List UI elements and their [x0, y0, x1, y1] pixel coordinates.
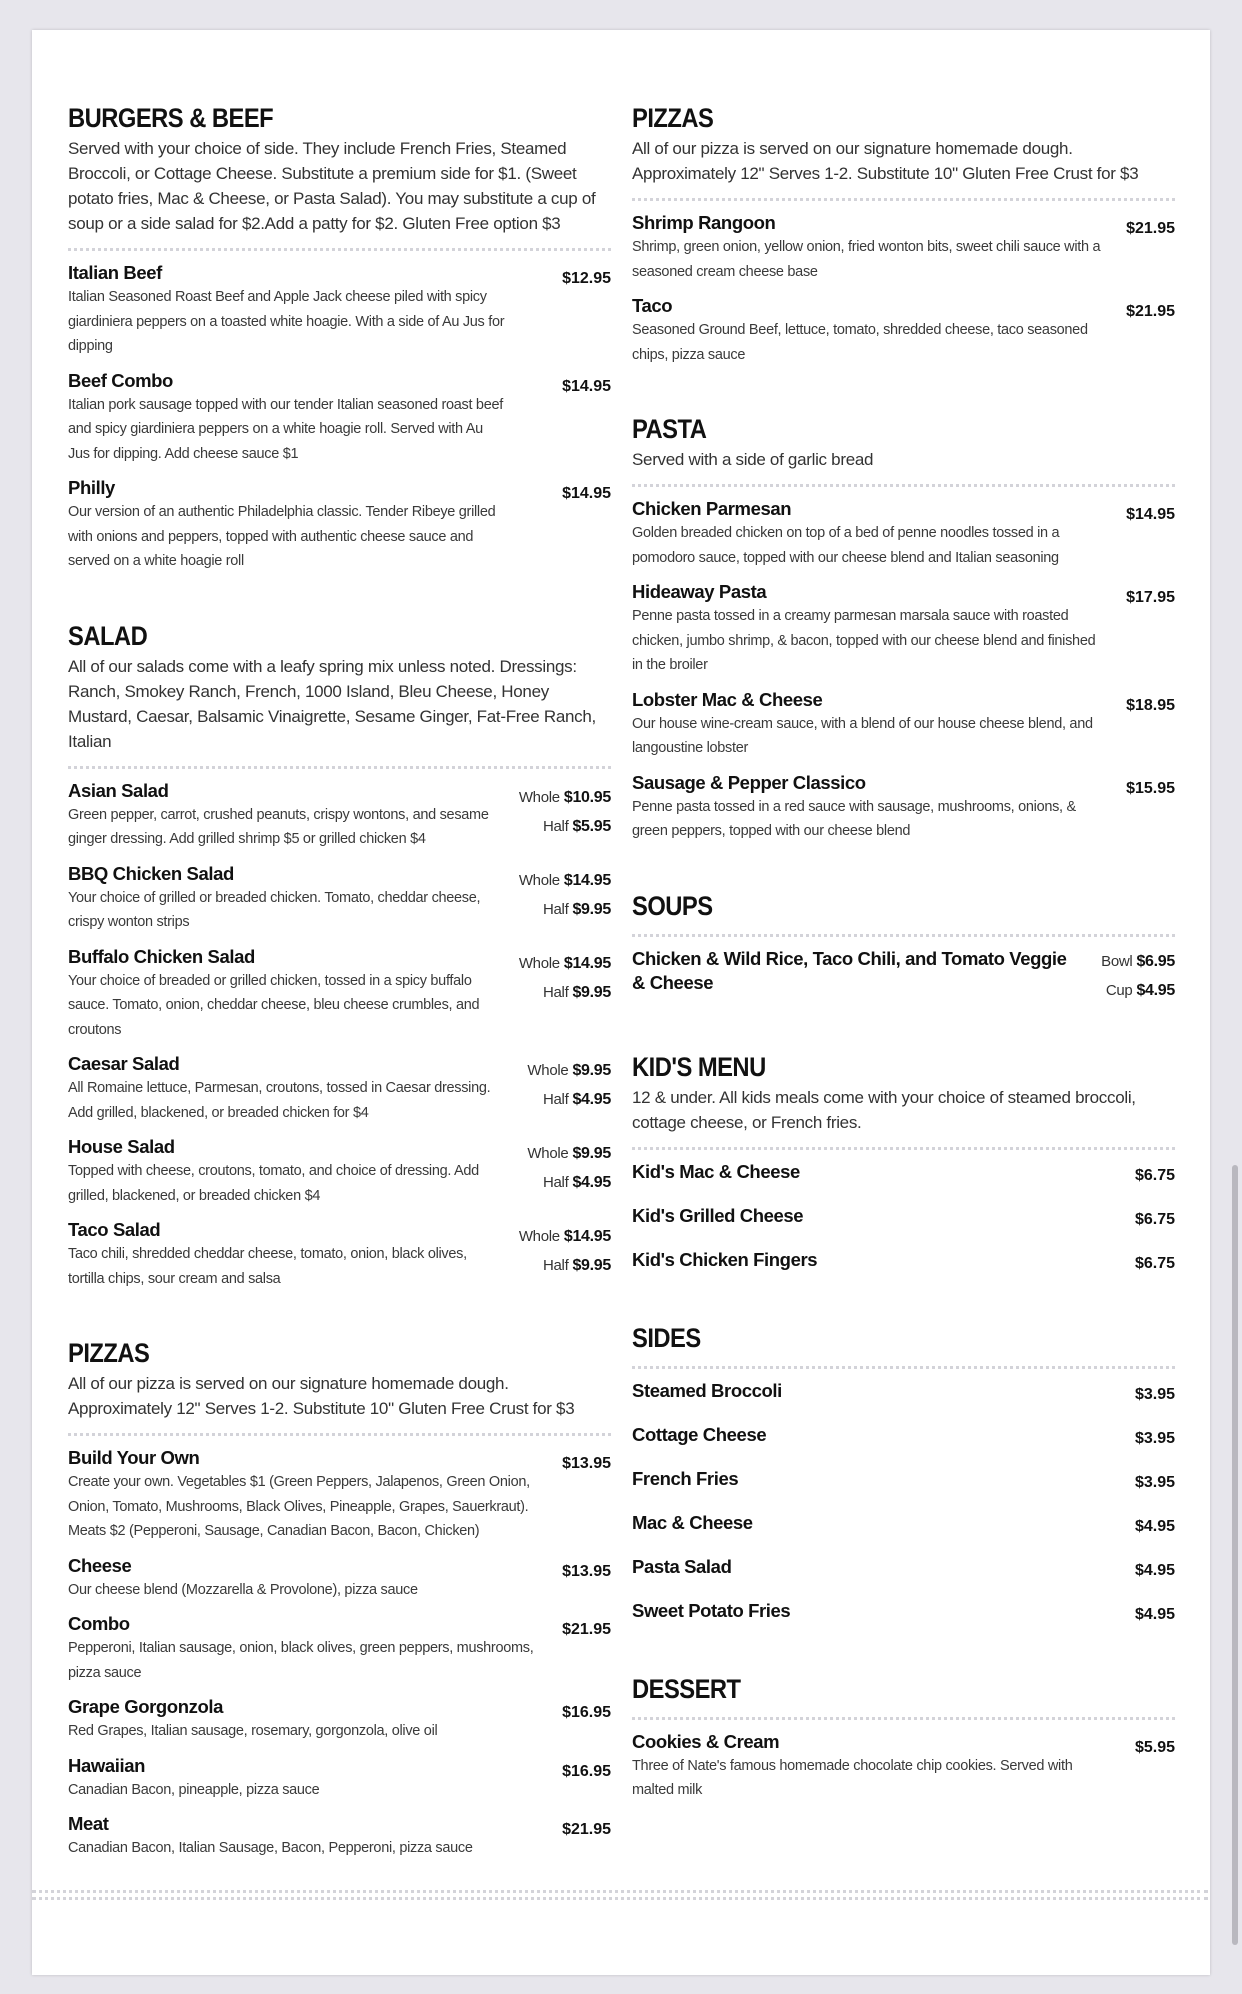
- menu-item: [632, 1423, 1175, 1451]
- menu-item: [68, 1135, 611, 1208]
- item-name: Steamed Broccoli: [632, 1379, 782, 1401]
- half-label: Half: [542, 1091, 569, 1108]
- whole-price: $9.95: [572, 1062, 611, 1079]
- whole-price: $14.95: [563, 954, 611, 972]
- menu-item: [632, 1730, 1175, 1803]
- section-title: SOUPS: [632, 890, 713, 921]
- item-name: Beef Combo: [68, 369, 173, 391]
- item-name: Chicken Parmesan: [632, 498, 792, 519]
- item-description: Canadian Bacon, Italian Sausage, Bacon, Pepperoni, pizza sauce: [68, 1840, 473, 1856]
- item-description: Your choice of breaded or grilled chicken, tossed in a spicy buffalo sauce. Tomato, onion, cheddar cheese, bleu cheese crumbles, and croutons: [68, 972, 480, 1038]
- whole-price: $14.95: [563, 1228, 611, 1245]
- section-pizzas-specialty: [632, 102, 1175, 367]
- whole-price: $9.95: [572, 1145, 611, 1162]
- bowl-label: Bowl: [1101, 952, 1133, 970]
- item-name: Grape Gorgonzola: [68, 1696, 223, 1717]
- section-soups: [632, 890, 1175, 1005]
- right-column: [632, 102, 1175, 1849]
- item-prices: [519, 779, 611, 841]
- menu-page: [32, 30, 1210, 1975]
- item-description: Green pepper, carrot, crushed peanuts, crispy wontons, and sesame ginger dressing. Add grilled shrimp $5 or grilled chicken $4: [68, 806, 489, 847]
- item-description: Create your own. Vegetables $1 (Green Peppers, Jalapenos, Green Onion, Onion, Tomato, Mushrooms, Black Olives, Pineapple, Grapes, Sauerkraut). Meats $2 (Pepperoni, Sausage, Canadian Bacon, Bacon, Chicken): [68, 1474, 530, 1539]
- section-title: SIDES: [632, 1322, 701, 1353]
- item-name: Kid's Grilled Cheese: [632, 1204, 804, 1226]
- section-description: Served with your choice of side. They include French Fries, Steamed Broccoli, or Cottage Cheese. Substitute a premium side for $1. (Sweet potato fries, Mac & Cheese, or Pasta Salad). You may substitute a cup of soup or a side salad for $2.Add a patty for $2. Gluten Free option $3: [68, 139, 596, 233]
- section-description: All of our salads come with a leafy spring mix unless noted. Dressings: Ranch, Smokey Ranch, French, 1000 Island, Bleu Cheese, Honey Mustard, Caesar, Balsamic Vinaigrette, Sesame Ginger, Fat-Free Ranch, Italian: [68, 656, 596, 751]
- item-name: Kid's Chicken Fingers: [632, 1248, 818, 1270]
- item-description: Italian Seasoned Roast Beef and Apple Jack cheese piled with spicy giardiniera peppers on a toasted white hoagie. With a side of Au Jus for dipping: [68, 289, 505, 354]
- item-price: $4.95: [1134, 1561, 1175, 1579]
- menu-item: [632, 947, 1175, 1005]
- section-sides: [632, 1322, 1175, 1627]
- item-price: $21.95: [1126, 220, 1175, 237]
- whole-label: Whole: [527, 1145, 569, 1162]
- dotted-divider: [68, 766, 611, 769]
- item-name: Taco: [632, 295, 673, 316]
- menu-item: [68, 1754, 611, 1803]
- section-kids-menu: [632, 1051, 1175, 1276]
- section-title: DESSERT: [632, 1673, 741, 1704]
- item-name: Cheese: [68, 1554, 132, 1576]
- item-price: $13.95: [562, 1455, 611, 1472]
- menu-item: [632, 294, 1175, 367]
- item-name: Meat: [68, 1813, 109, 1834]
- item-description: Your choice of grilled or breaded chicken. Tomato, cheddar cheese, crispy wonton strips: [68, 889, 481, 930]
- half-label: Half: [542, 900, 569, 918]
- item-price: $6.75: [1134, 1166, 1175, 1184]
- menu-item: [632, 211, 1175, 284]
- half-price: $4.95: [572, 1091, 611, 1108]
- item-price: $21.95: [562, 1821, 611, 1838]
- item-name: Kid's Mac & Cheese: [632, 1160, 800, 1182]
- item-description: Italian pork sausage topped with our tender Italian seasoned roast beef and spicy giardiniera peppers on a white hoagie roll. Served with Au Jus for dipping. Add cheese sauce $1: [68, 396, 503, 462]
- item-name: French Fries: [632, 1467, 739, 1489]
- menu-item: [632, 1160, 1175, 1188]
- menu-item: [68, 779, 611, 852]
- whole-price: $14.95: [563, 871, 611, 889]
- item-description: Three of Nate's famous homemade chocolate chip cookies. Served with malted milk: [632, 1757, 1073, 1798]
- item-price: $5.95: [1134, 1738, 1175, 1756]
- menu-item: [632, 688, 1175, 761]
- item-description: Canadian Bacon, pineapple, pizza sauce: [68, 1781, 320, 1798]
- menu-item: [632, 1248, 1175, 1276]
- menu-item: [632, 497, 1175, 570]
- menu-item: [68, 261, 611, 359]
- half-price: $9.95: [572, 983, 611, 1001]
- menu-item: [68, 369, 611, 467]
- section-description: 12 & under. All kids meals come with your choice of steamed broccoli, cottage cheese, or French fries.: [632, 1087, 1136, 1132]
- item-price: $18.95: [1126, 696, 1175, 714]
- item-name: Chicken & Wild Rice, Taco Chili, and Tomato Veggie & Cheese: [632, 947, 1067, 993]
- menu-item: [68, 1446, 611, 1544]
- menu-item: [68, 862, 611, 935]
- item-price: $14.95: [1126, 506, 1175, 523]
- item-price: $16.95: [562, 1704, 611, 1721]
- item-name: Shrimp Rangoon: [632, 212, 776, 233]
- dotted-divider: [632, 934, 1175, 937]
- dotted-divider: [632, 1147, 1175, 1150]
- half-price: $9.95: [572, 1257, 611, 1274]
- item-name: Philly: [68, 477, 115, 498]
- item-price: $13.95: [562, 1562, 611, 1580]
- item-name: Hawaiian: [68, 1754, 145, 1776]
- item-name: BBQ Chicken Salad: [68, 862, 234, 884]
- item-name: Hideaway Pasta: [632, 581, 767, 602]
- item-description: Our cheese blend (Mozzarella & Provolone), pizza sauce: [68, 1581, 418, 1598]
- dotted-divider: [68, 1433, 611, 1436]
- item-name: Asian Salad: [68, 779, 169, 801]
- item-price: $21.95: [562, 1621, 611, 1638]
- item-name: Caesar Salad: [68, 1053, 180, 1074]
- section-title: KID'S MENU: [632, 1051, 766, 1082]
- section-title: PIZZAS: [632, 103, 714, 133]
- item-description: Penne pasta tossed in a creamy parmesan marsala sauce with roasted chicken, jumbo shrimp, & bacon, topped with our cheese blend and finished in the broiler: [632, 608, 1096, 673]
- item-price: $6.75: [1134, 1254, 1175, 1272]
- item-description: Penne pasta tossed in a red sauce with sausage, mushrooms, onions, & green peppers, topped with our cheese blend: [632, 798, 1076, 839]
- item-description: Red Grapes, Italian sausage, rosemary, gorgonzola, olive oil: [68, 1723, 438, 1739]
- whole-label: Whole: [518, 871, 560, 889]
- menu-item: [68, 476, 611, 574]
- page-scrollbar[interactable]: [1232, 1165, 1238, 1945]
- menu-item: [632, 1599, 1175, 1627]
- menu-item: [632, 1379, 1175, 1407]
- whole-label: Whole: [518, 1228, 560, 1245]
- item-description: Seasoned Ground Beef, lettuce, tomato, shredded cheese, taco seasoned chips, pizza sauce: [632, 322, 1088, 363]
- half-price: $9.95: [572, 900, 611, 918]
- dotted-divider: [632, 1366, 1175, 1369]
- item-prices: [519, 862, 611, 924]
- item-description: Pepperoni, Italian sausage, onion, black olives, green peppers, mushrooms, pizza sauce: [68, 1640, 534, 1681]
- item-description: Shrimp, green onion, yellow onion, fried wonton bits, sweet chili sauce with a seasoned cream cheese base: [632, 239, 1101, 280]
- menu-item: [68, 1052, 611, 1125]
- menu-item: [68, 1554, 611, 1603]
- whole-label: Whole: [527, 1062, 569, 1079]
- menu-item: [68, 1812, 611, 1861]
- item-price: $3.95: [1134, 1385, 1175, 1403]
- item-name: Combo: [68, 1613, 130, 1634]
- menu-item: [632, 1511, 1175, 1539]
- item-price: $16.95: [562, 1762, 611, 1780]
- section-description: Served with a side of garlic bread: [632, 450, 874, 469]
- section-dessert: [632, 1673, 1175, 1803]
- section-title: PIZZAS: [68, 1338, 150, 1368]
- item-description: Taco chili, shredded cheddar cheese, tomato, onion, black olives, tortilla chips, sour cream and salsa: [68, 1246, 467, 1287]
- half-price: $4.95: [572, 1174, 611, 1191]
- menu-item: [68, 945, 611, 1043]
- item-description: Golden breaded chicken on top of a bed of penne noodles tossed in a pomodoro sauce, topped with our cheese blend and Italian seasoning: [632, 525, 1060, 566]
- whole-label: Whole: [518, 954, 560, 972]
- cup-label: Cup: [1105, 981, 1133, 999]
- dotted-divider: [632, 198, 1175, 201]
- item-description: Our house wine-cream sauce, with a blend of our house cheese blend, and langoustine lobster: [632, 715, 1093, 756]
- item-name: House Salad: [68, 1136, 175, 1157]
- dotted-divider: [68, 248, 611, 251]
- section-title: SALAD: [68, 620, 148, 651]
- menu-item: [632, 580, 1175, 678]
- item-price: $15.95: [1126, 779, 1175, 797]
- menu-item: [68, 1218, 611, 1291]
- item-name: Taco Salad: [68, 1219, 161, 1240]
- half-label: Half: [542, 1257, 569, 1274]
- item-price: $12.95: [562, 270, 611, 287]
- half-label: Half: [542, 1174, 569, 1191]
- dotted-divider: [632, 1717, 1175, 1720]
- item-name: Sweet Potato Fries: [632, 1599, 791, 1621]
- item-description: Our version of an authentic Philadelphia classic. Tender Ribeye grilled with onions and peppers, topped with authentic cheese sauce and served on a white hoagie roll: [68, 504, 496, 569]
- menu-item: [632, 1204, 1175, 1232]
- menu-item: [632, 1467, 1175, 1495]
- menu-item: [68, 1695, 611, 1744]
- item-price: $6.75: [1134, 1210, 1175, 1228]
- whole-price: $10.95: [563, 788, 611, 806]
- item-name: Lobster Mac & Cheese: [632, 688, 823, 710]
- item-name: Cookies & Cream: [632, 1730, 780, 1752]
- half-label: Half: [542, 983, 569, 1001]
- section-burgers-beef: [68, 102, 611, 574]
- section-description: All of our pizza is served on our signature homemade dough. Approximately 12" Serves 1-2. Substitute 10" Gluten Free Crust for $3: [632, 139, 1139, 183]
- menu-item: [632, 1555, 1175, 1583]
- item-price: $4.95: [1134, 1517, 1175, 1535]
- item-price: $14.95: [562, 377, 611, 395]
- whole-label: Whole: [518, 788, 560, 806]
- item-price: $3.95: [1134, 1473, 1175, 1491]
- menu-item: [632, 771, 1175, 844]
- menu-item: [68, 1612, 611, 1685]
- section-description: All of our pizza is served on our signature homemade dough. Approximately 12" Serves 1-2. Substitute 10" Gluten Free Crust for $3: [68, 1374, 575, 1418]
- item-price: $21.95: [1126, 303, 1175, 320]
- cup-price: $4.95: [1136, 981, 1175, 999]
- item-prices: [527, 1052, 611, 1114]
- dotted-divider: [632, 484, 1175, 487]
- item-prices: [519, 1218, 611, 1280]
- item-name: Italian Beef: [68, 262, 162, 283]
- item-name: Build Your Own: [68, 1447, 200, 1468]
- item-name: Pasta Salad: [632, 1555, 732, 1577]
- left-column: [68, 102, 611, 1907]
- section-pasta: [632, 413, 1175, 844]
- item-name: Sausage & Pepper Classico: [632, 771, 866, 793]
- item-name: Cottage Cheese: [632, 1423, 767, 1445]
- item-name: Buffalo Chicken Salad: [68, 945, 255, 967]
- bowl-price: $6.95: [1136, 952, 1175, 970]
- item-price: $17.95: [1126, 589, 1175, 606]
- footer-dotted-divider: [32, 1890, 1208, 1900]
- item-prices: [1101, 947, 1175, 1005]
- item-prices: [519, 945, 611, 1007]
- item-price: $3.95: [1134, 1429, 1175, 1447]
- item-description: All Romaine lettuce, Parmesan, croutons, tossed in Caesar dressing. Add grilled, blackened, or breaded chicken for $4: [68, 1080, 491, 1121]
- half-label: Half: [542, 817, 569, 835]
- section-salad: [68, 620, 611, 1292]
- section-title: PASTA: [632, 414, 707, 444]
- item-price: $14.95: [562, 485, 611, 502]
- half-price: $5.95: [572, 817, 611, 835]
- item-description: Topped with cheese, croutons, tomato, and choice of dressing. Add grilled, blackened, or breaded chicken $4: [68, 1163, 479, 1204]
- item-name: Mac & Cheese: [632, 1511, 753, 1533]
- section-pizzas: [68, 1337, 611, 1861]
- item-price: $4.95: [1134, 1605, 1175, 1623]
- item-prices: [527, 1135, 611, 1197]
- section-title: BURGERS & BEEF: [68, 103, 274, 133]
